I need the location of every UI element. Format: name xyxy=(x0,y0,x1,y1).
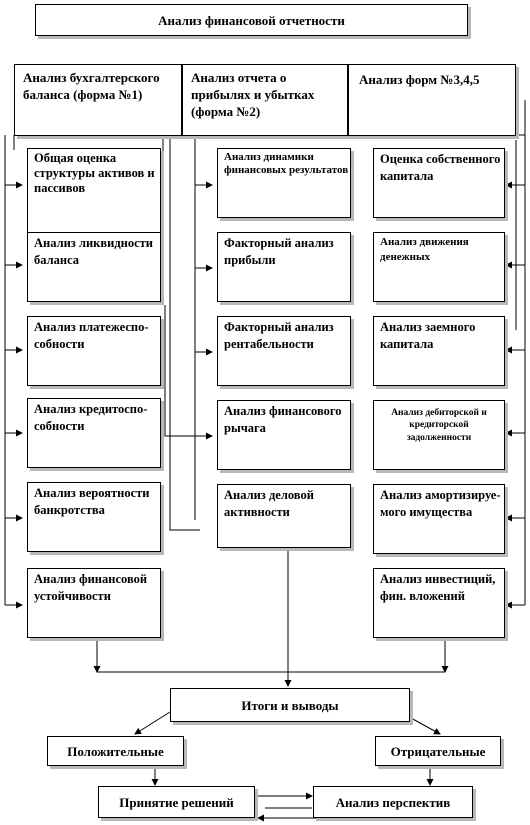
box-equity-assessment: Оценка собственного капитала xyxy=(373,148,505,218)
box-creditworthiness: Анализ кредитоспо-собности xyxy=(27,398,161,468)
box-financial-results-dynamics: Анализ динамики финансовых результатов xyxy=(217,148,351,218)
box-cash-flow: Анализ движения денежных xyxy=(373,232,505,302)
box-liquidity: Анализ ликвидности баланса xyxy=(27,232,161,302)
box-positive: Положительные xyxy=(47,736,184,766)
box-profitability-factor-analysis: Факторный анализ рентабельности xyxy=(217,316,351,386)
title-text: Анализ финансовой отчетности xyxy=(158,13,345,28)
header-forms-3-4-5: Анализ форм №3,4,5 xyxy=(348,64,516,136)
box-prospects-analysis: Анализ перспектив xyxy=(313,786,473,818)
box-business-activity: Анализ деловой активности xyxy=(217,484,351,548)
box-profit-factor-analysis: Факторный анализ прибыли xyxy=(217,232,351,302)
box-negative: Отрицательные xyxy=(375,736,501,766)
box-borrowed-capital: Анализ заемного капитала xyxy=(373,316,505,386)
box-financial-leverage: Анализ финансового рычага xyxy=(217,400,351,470)
box-summary-conclusions: Итоги и выводы xyxy=(170,688,410,722)
title-box xyxy=(35,4,468,36)
box-depreciable-property: Анализ амортизируе-мого имущества xyxy=(373,484,505,554)
header-income-statement: Анализ отчета о прибылях и убытках (форма №2) xyxy=(182,64,348,136)
box-solvency: Анализ платежеспо-собности xyxy=(27,316,161,386)
header-balance-sheet: Анализ бухгалтерского баланса (форма №1) xyxy=(14,64,182,136)
box-assets-liabilities-structure: Общая оценка структуры активов и пассивов xyxy=(27,148,161,234)
arrow-to-positive xyxy=(135,712,170,734)
box-receivables-payables: Анализ дебиторской и кредиторской задолженности xyxy=(373,400,505,470)
box-investments: Анализ инвестиций, фин. вложений xyxy=(373,568,505,638)
box-bankruptcy-probability: Анализ вероятности банкротства xyxy=(27,482,161,552)
box-decision-making: Принятие решений xyxy=(98,786,255,818)
box-financial-stability: Анализ финансовой устойчивости xyxy=(27,568,161,638)
